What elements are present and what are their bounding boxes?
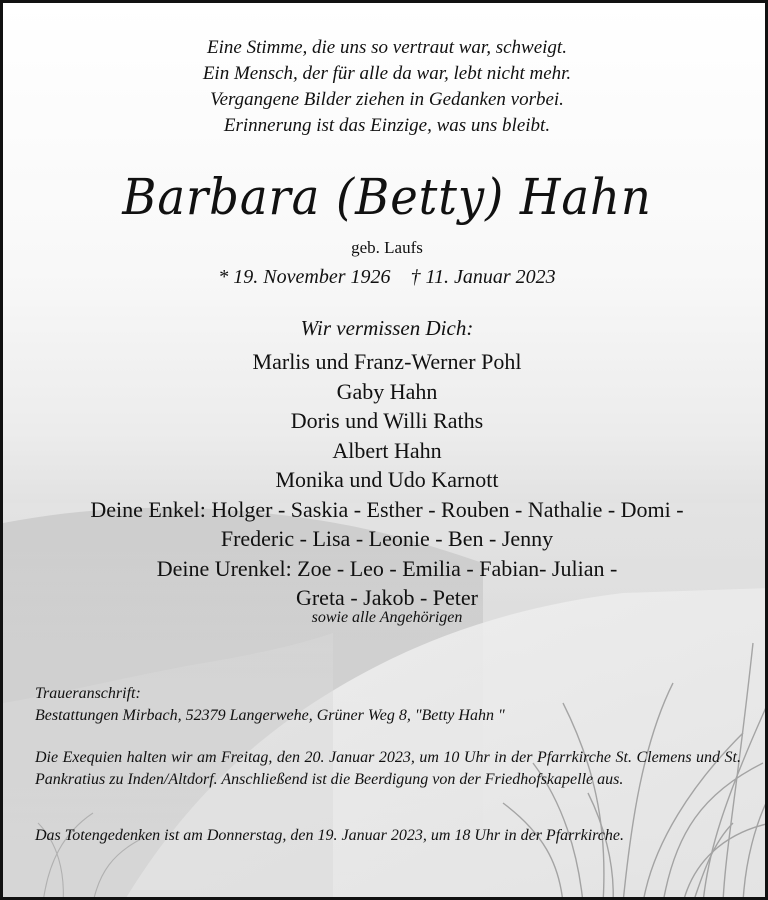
poem-line: Vergangene Bilder ziehen in Gedanken vorbei. xyxy=(210,89,564,110)
funeral-details: Die Exequien halten wir am Freitag, den 20. Januar 2023, um 10 Uhr in der Pfarrkirche St. Clemens und St. Pankratius zu Inden/Altdorf. Anschließend ist die Beerdigung von der Friedhofskapelle aus. xyxy=(35,749,741,788)
memorial-poem xyxy=(3,35,768,139)
mourners-list xyxy=(3,347,768,613)
mourner-line: Monika und Udo Karnott xyxy=(275,467,499,492)
mourner-line: Doris und Willi Raths xyxy=(290,408,484,433)
birth-date: * 19. November 1926 xyxy=(218,266,391,288)
poem-line: Ein Mensch, der für alle da war, lebt nicht mehr. xyxy=(202,63,572,84)
relatives-note: sowie alle Angehörigen xyxy=(311,609,463,626)
poem-line: Erinnerung ist das Einzige, was uns bleibt. xyxy=(223,115,551,136)
great-grandchildren-line: Deine Urenkel: Zoe - Leo - Emilia - Fabian- Julian - xyxy=(156,555,618,581)
great-grandchildren-line: Greta - Jakob - Peter xyxy=(295,585,479,610)
poem-line: Eine Stimme, die uns so vertraut war, schweigt. xyxy=(207,37,567,58)
death-date: † 11. Januar 2023 xyxy=(410,266,556,288)
obituary-content xyxy=(3,3,768,900)
mourner-line: Marlis und Franz-Werner Pohl xyxy=(252,349,522,374)
address-text: Bestattungen Mirbach, 52379 Langerwehe, Grüner Weg 8, "Betty Hahn " xyxy=(35,706,505,724)
deceased-name: Barbara (Betty) Hahn xyxy=(122,168,652,226)
maiden-name: geb. Laufs xyxy=(351,238,423,257)
mourner-line: Gaby Hahn xyxy=(336,378,438,404)
mourner-line: Albert Hahn xyxy=(332,437,442,463)
grandchildren-line: Frederic - Lisa - Leonie - Ben - Jenny xyxy=(220,526,554,551)
mourning-address xyxy=(35,683,741,726)
address-label: Traueranschrift: xyxy=(35,685,141,702)
grandchildren-line: Deine Enkel: Holger - Saskia - Esther - Rouben - Nathalie - Domi - xyxy=(90,496,684,522)
mourners-heading: Wir vermissen Dich: xyxy=(300,316,474,340)
memorial-details: Das Totengedenken ist am Donnerstag, den 19. Januar 2023, um 18 Uhr in der Pfarrkirche. xyxy=(35,827,624,844)
life-dates xyxy=(3,263,768,291)
